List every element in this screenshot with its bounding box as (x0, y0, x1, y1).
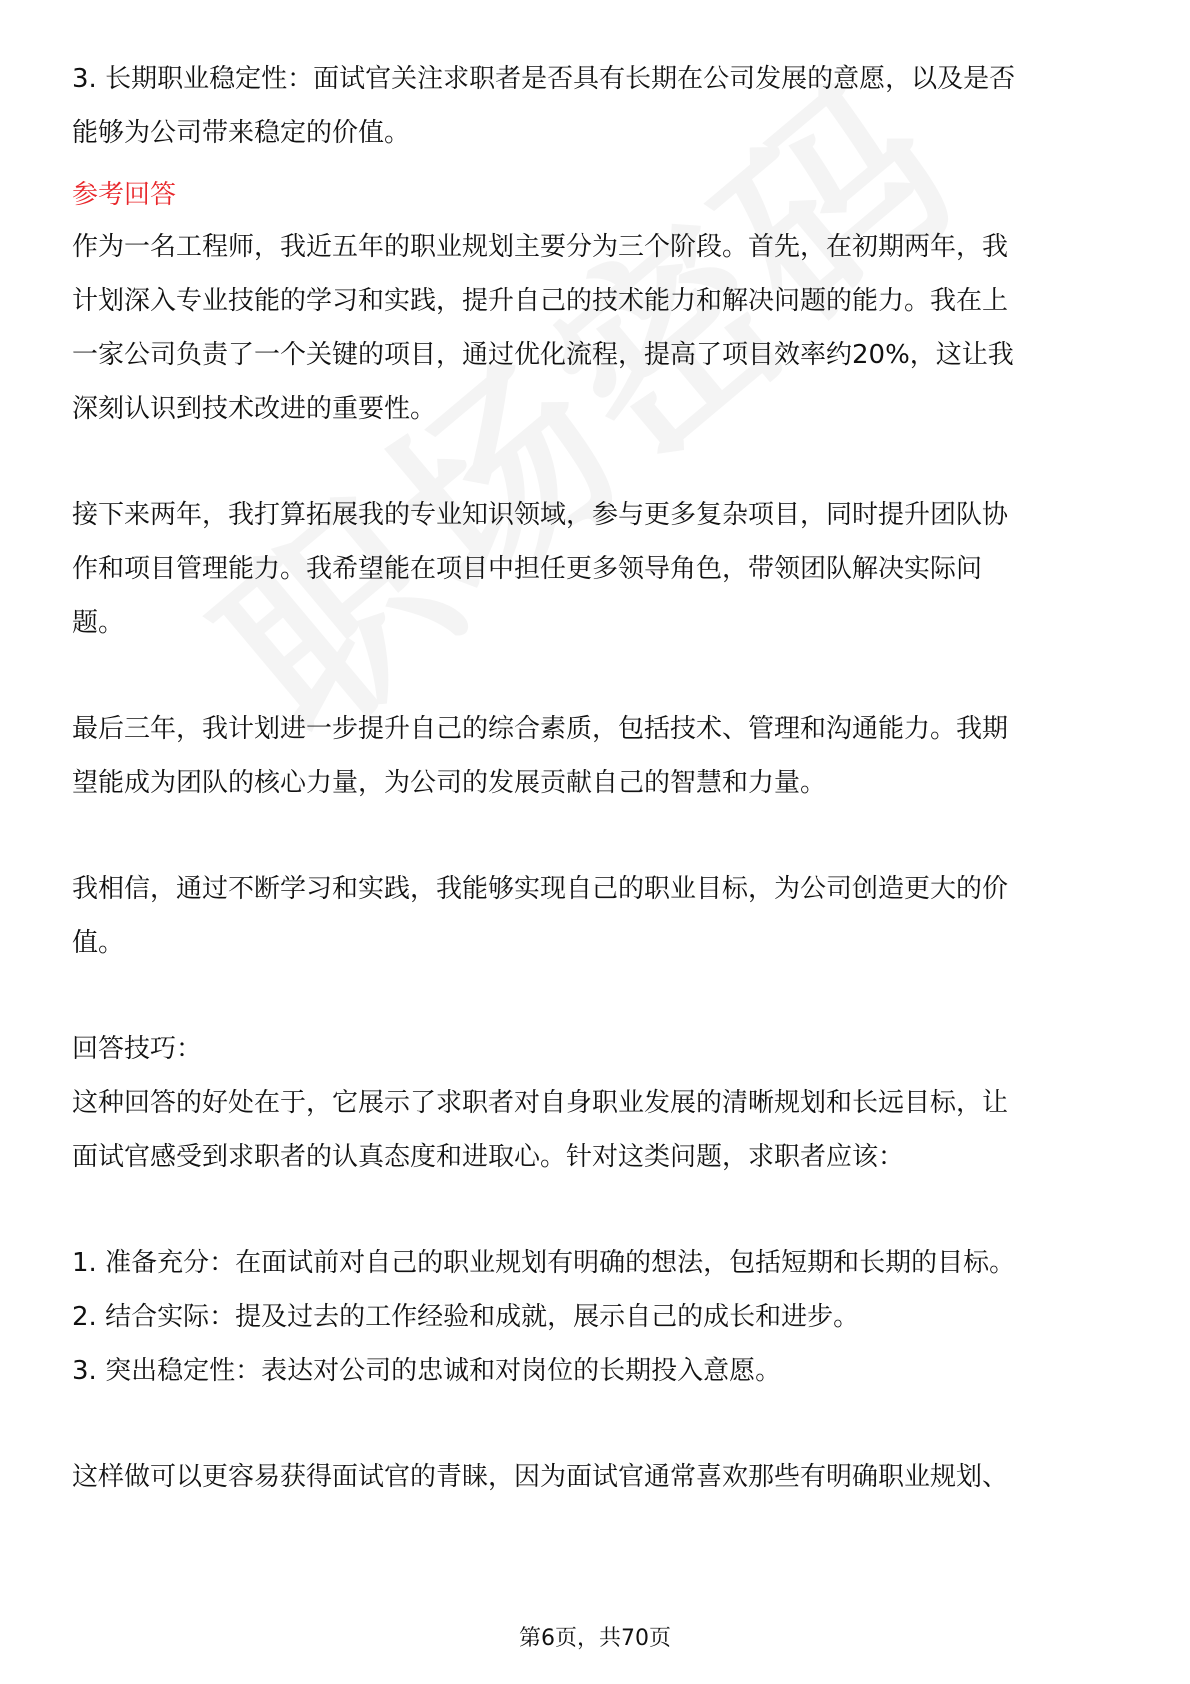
text-line: 作为一名工程师，我近五年的职业规划主要分为三个阶段。首先，在初期两年，我 (72, 232, 1009, 262)
page-number: 第6页，共70页 (519, 1626, 671, 1651)
text-line: 一家公司负责了一个关键的项目，通过优化流程，提高了项目效率约20%，这让我 (72, 340, 1014, 370)
text-line: 望能成为团队的核心力量，为公司的发展贡献自己的智慧和力量。 (72, 768, 827, 798)
text-line: 深刻认识到技术改进的重要性。 (72, 394, 437, 424)
text-line: 计划深入专业技能的学习和实践，提升自己的技术能力和解决问题的能力。我在上 (72, 286, 1009, 316)
text-line: 值。 (72, 928, 125, 958)
text-line: 接下来两年，我打算拓展我的专业知识领域，参与更多复杂项目，同时提升团队协 (72, 500, 1009, 530)
text-line: 能够为公司带来稳定的价值。 (72, 118, 411, 148)
text-line: 最后三年，我计划进一步提升自己的综合素质，包括技术、管理和沟通能力。我期 (72, 714, 1009, 744)
text-line: 3. 长期职业稳定性：面试官关注求职者是否具有长期在公司发展的意愿，以及是否 (72, 64, 1016, 94)
text-line: 面试官感受到求职者的认真态度和进取心。针对这类问题，求职者应该： (72, 1142, 905, 1172)
section-heading-reference-answer: 参考回答 (72, 180, 177, 210)
text-line: 题。 (72, 608, 125, 638)
text-line: 这样做可以更容易获得面试官的青睐，因为面试官通常喜欢那些有明确职业规划、 (72, 1462, 1009, 1492)
text-line: 作和项目管理能力。我希望能在项目中担任更多领导角色，带领团队解决实际问 (72, 554, 983, 584)
section-heading-answer-tips: 回答技巧： (72, 1034, 203, 1064)
list-item: 2. 结合实际：提及过去的工作经验和成就，展示自己的成长和进步。 (72, 1302, 860, 1332)
list-item: 3. 突出稳定性：表达对公司的忠诚和对岗位的长期投入意愿。 (72, 1356, 782, 1386)
text-line: 我相信，通过不断学习和实践，我能够实现自己的职业目标，为公司创造更大的价 (72, 874, 1009, 904)
text-line: 这种回答的好处在于，它展示了求职者对自身职业发展的清晰规划和长远目标，让 (72, 1088, 1009, 1118)
list-item: 1. 准备充分：在面试前对自己的职业规划有明确的想法，包括短期和长期的目标。 (72, 1248, 1016, 1278)
